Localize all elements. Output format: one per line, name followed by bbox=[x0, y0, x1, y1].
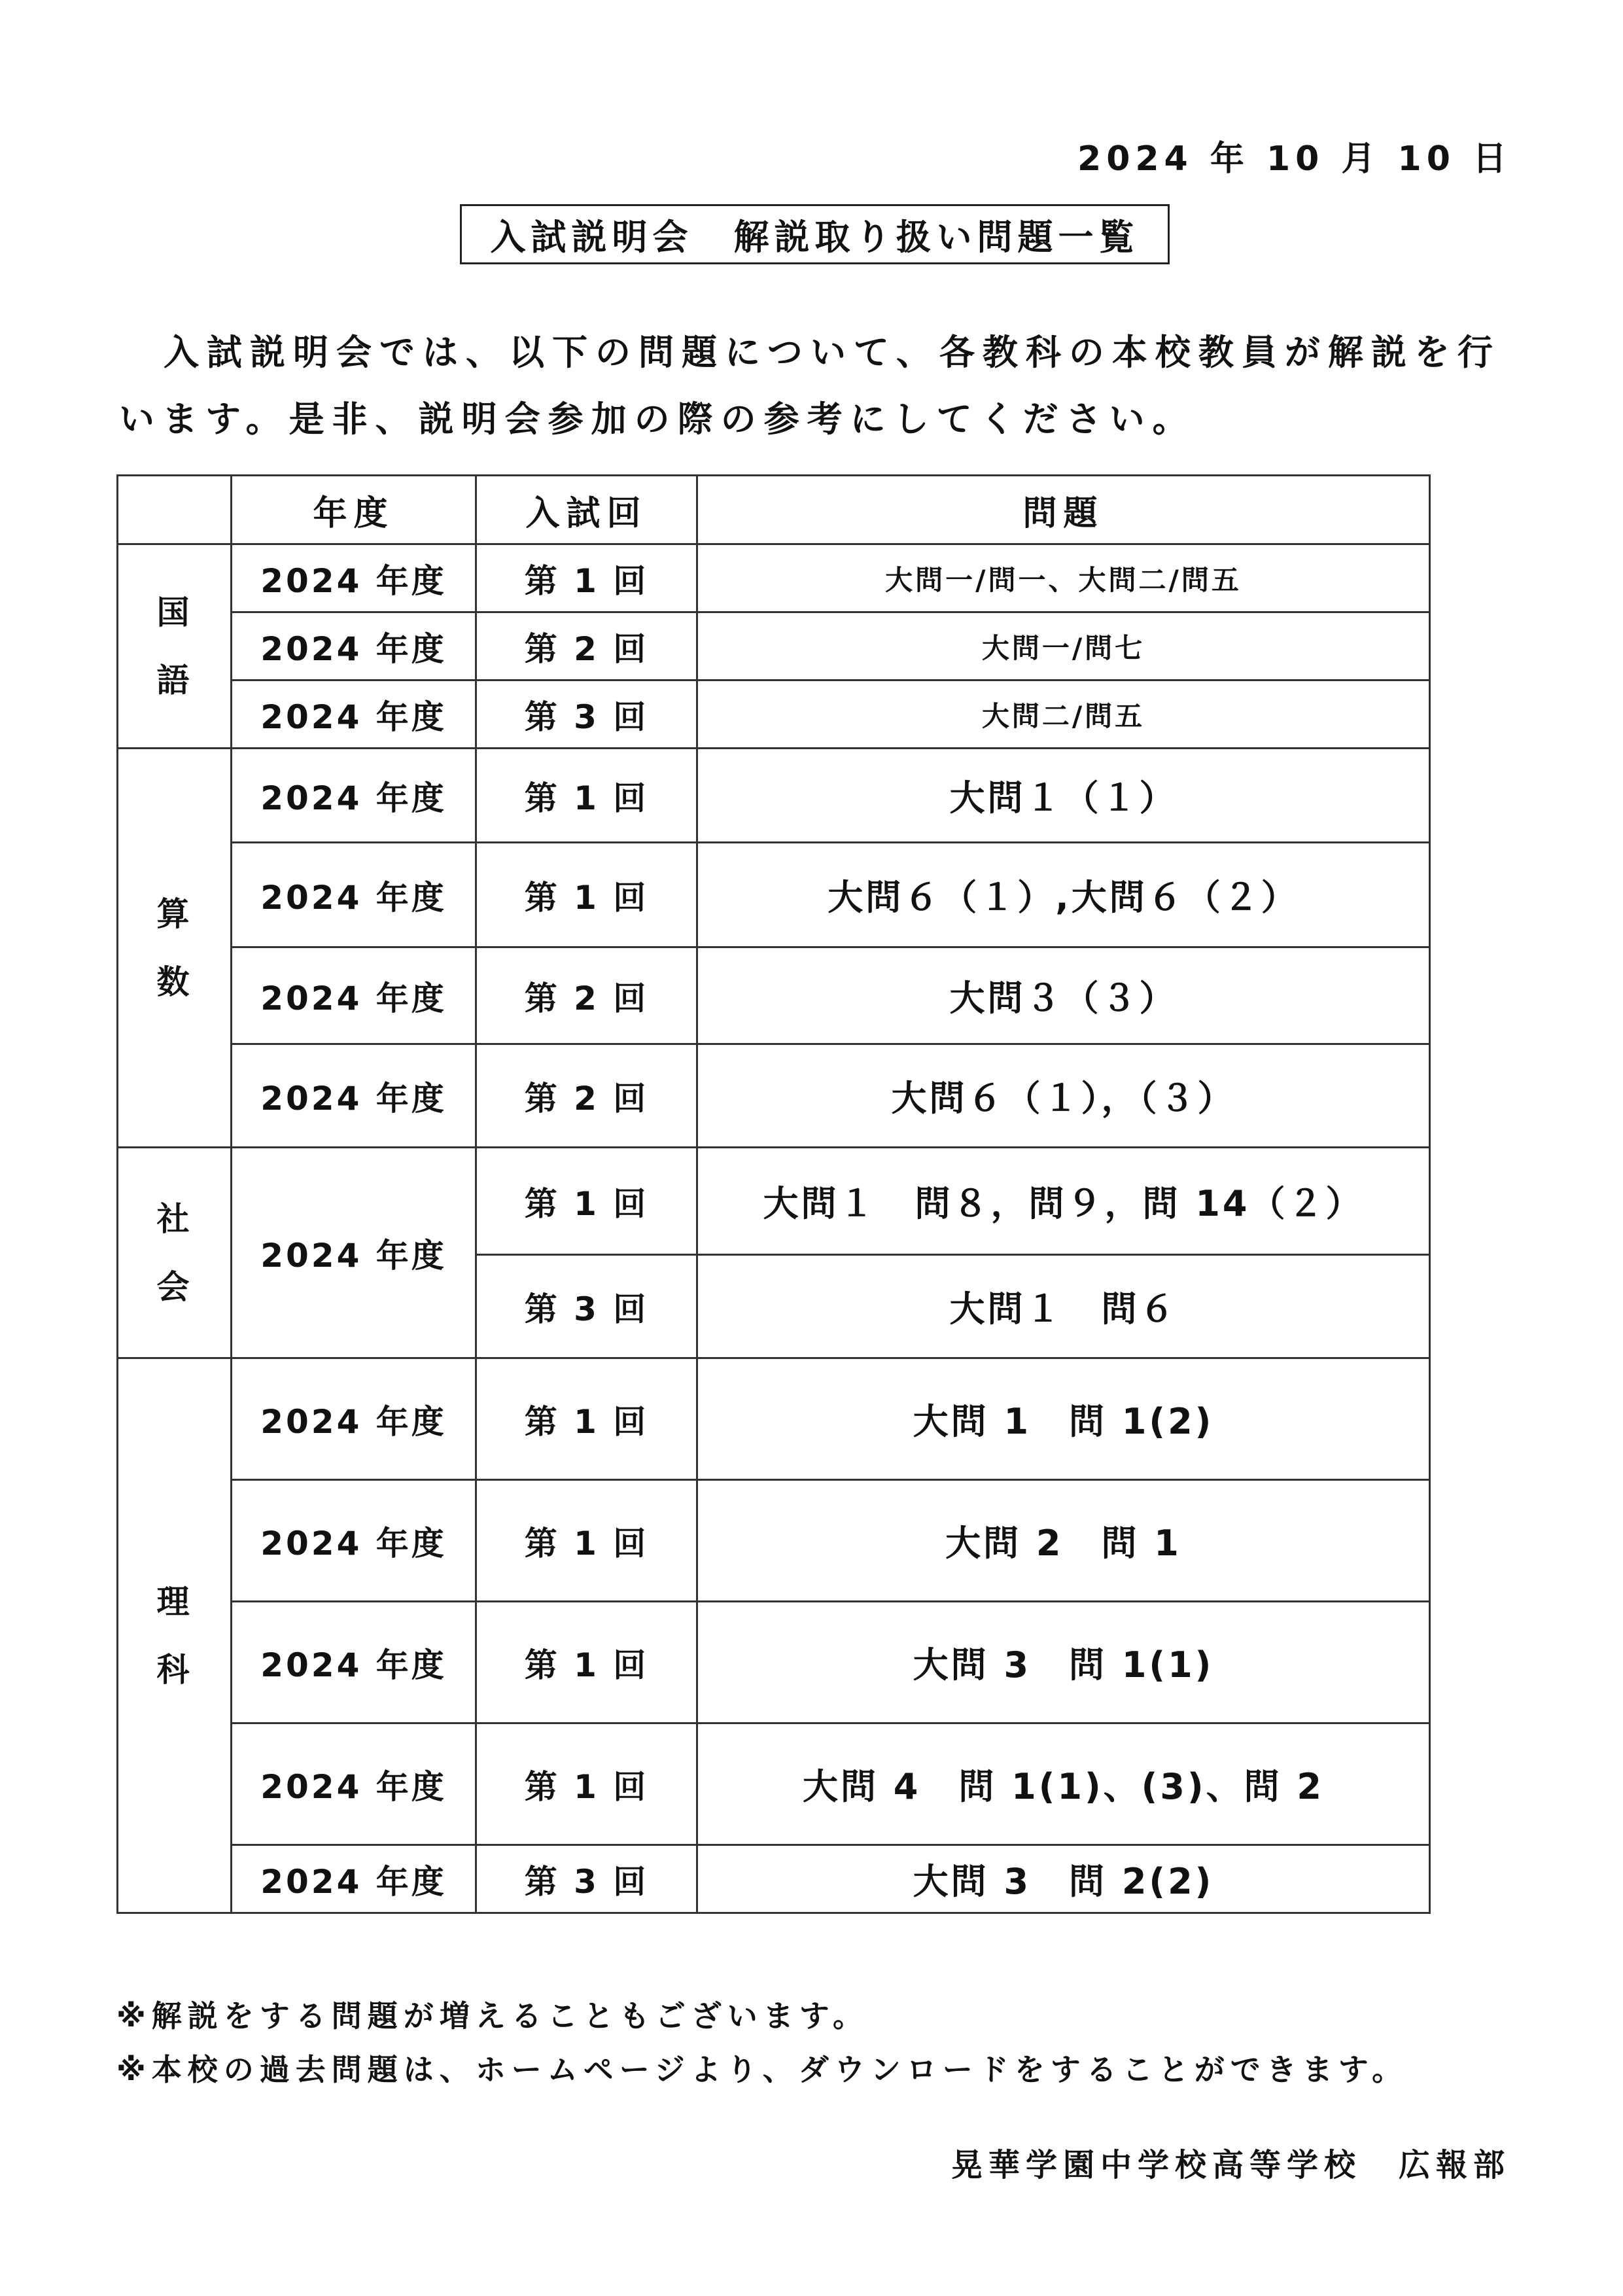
table-row bbox=[118, 749, 1430, 843]
footer-signature: 晃華学園中学校高等学校 広報部 bbox=[951, 2147, 1510, 2183]
problem-cell: 大問一/問一、大問二/問五 bbox=[697, 544, 1430, 612]
year-cell: 2024 年度 bbox=[232, 680, 476, 749]
year-cell: 2024 年度 bbox=[232, 1845, 476, 1913]
round-cell: 第 1 回 bbox=[476, 1148, 697, 1255]
problem-cell: 大問二/問五 bbox=[697, 680, 1430, 749]
problem-cell: 大問６（１），（３） bbox=[697, 1044, 1430, 1148]
year-cell: 2024 年度 bbox=[232, 1148, 476, 1358]
problem-cell: 大問 3 問 1(1) bbox=[697, 1602, 1430, 1723]
year-cell: 2024 年度 bbox=[232, 1723, 476, 1845]
document-date: 2024 年 10 月 10 日 bbox=[1077, 139, 1512, 179]
round-cell: 第 1 回 bbox=[476, 544, 697, 612]
table-row bbox=[118, 612, 1430, 680]
year-cell: 2024 年度 bbox=[232, 749, 476, 843]
table-row bbox=[118, 843, 1430, 947]
subject-cell-social: 社 会 bbox=[118, 1148, 232, 1358]
table-row bbox=[118, 1480, 1430, 1602]
notes bbox=[116, 1989, 1408, 2096]
intro-line-2: います。是非、説明会参加の際の参考にしてください。 bbox=[119, 398, 1196, 440]
table-row bbox=[118, 947, 1430, 1044]
round-cell: 第 1 回 bbox=[476, 749, 697, 843]
document-title: 入試説明会 解説取り扱い問題一覧 bbox=[460, 204, 1170, 264]
year-cell: 2024 年度 bbox=[232, 1480, 476, 1602]
round-cell: 第 1 回 bbox=[476, 1480, 697, 1602]
table-row bbox=[118, 1148, 1430, 1255]
round-cell: 第 3 回 bbox=[476, 680, 697, 749]
round-cell: 第 3 回 bbox=[476, 1255, 697, 1358]
table-row bbox=[118, 1358, 1430, 1480]
header-year: 年度 bbox=[232, 476, 476, 544]
table-row bbox=[118, 1723, 1430, 1845]
problem-cell: 大問１ 問６ bbox=[697, 1255, 1430, 1358]
table-row bbox=[118, 1044, 1430, 1148]
year-cell: 2024 年度 bbox=[232, 612, 476, 680]
header-subject bbox=[118, 476, 232, 544]
intro-paragraph bbox=[119, 319, 1512, 453]
table-row bbox=[118, 680, 1430, 749]
subject-cell-math: 算 数 bbox=[118, 749, 232, 1148]
problem-cell: 大問１（１） bbox=[697, 749, 1430, 843]
year-cell: 2024 年度 bbox=[232, 544, 476, 612]
intro-line-1: 入試説明会では、以下の問題について、各教科の本校教員が解説を行 bbox=[164, 332, 1501, 373]
round-cell: 第 2 回 bbox=[476, 612, 697, 680]
subject-cell-science: 理 科 bbox=[118, 1358, 232, 1913]
problem-table bbox=[116, 474, 1431, 1914]
problem-cell: 大問 3 問 2(2) bbox=[697, 1845, 1430, 1913]
year-cell: 2024 年度 bbox=[232, 843, 476, 947]
year-cell: 2024 年度 bbox=[232, 947, 476, 1044]
note-1: ※解説をする問題が増えることもございます。 bbox=[116, 1998, 869, 2034]
year-cell: 2024 年度 bbox=[232, 1602, 476, 1723]
round-cell: 第 1 回 bbox=[476, 1602, 697, 1723]
table-row bbox=[118, 1845, 1430, 1913]
problem-cell: 大問１ 問８，問９，問 14（２） bbox=[697, 1148, 1430, 1255]
header-round: 入試回 bbox=[476, 476, 697, 544]
round-cell: 第 3 回 bbox=[476, 1845, 697, 1913]
year-cell: 2024 年度 bbox=[232, 1358, 476, 1480]
problem-cell: 大問一/問七 bbox=[697, 612, 1430, 680]
round-cell: 第 2 回 bbox=[476, 947, 697, 1044]
table-header-row bbox=[118, 476, 1430, 544]
subject-cell-japanese: 国 語 bbox=[118, 544, 232, 749]
round-cell: 第 2 回 bbox=[476, 1044, 697, 1148]
header-problem: 問題 bbox=[697, 476, 1430, 544]
table-row bbox=[118, 1602, 1430, 1723]
problem-cell: 大問６（１）,大問６（２） bbox=[697, 843, 1430, 947]
problem-cell: 大問 1 問 1(2) bbox=[697, 1358, 1430, 1480]
problem-cell: 大問３（３） bbox=[697, 947, 1430, 1044]
round-cell: 第 1 回 bbox=[476, 843, 697, 947]
round-cell: 第 1 回 bbox=[476, 1358, 697, 1480]
table-row bbox=[118, 544, 1430, 612]
note-2: ※本校の過去問題は、ホームページより、ダウンロードをすることができます。 bbox=[116, 2052, 1408, 2087]
round-cell: 第 1 回 bbox=[476, 1723, 697, 1845]
problem-cell: 大問 2 問 1 bbox=[697, 1480, 1430, 1602]
problem-cell: 大問 4 問 1(1)、(3)、問 2 bbox=[697, 1723, 1430, 1845]
year-cell: 2024 年度 bbox=[232, 1044, 476, 1148]
